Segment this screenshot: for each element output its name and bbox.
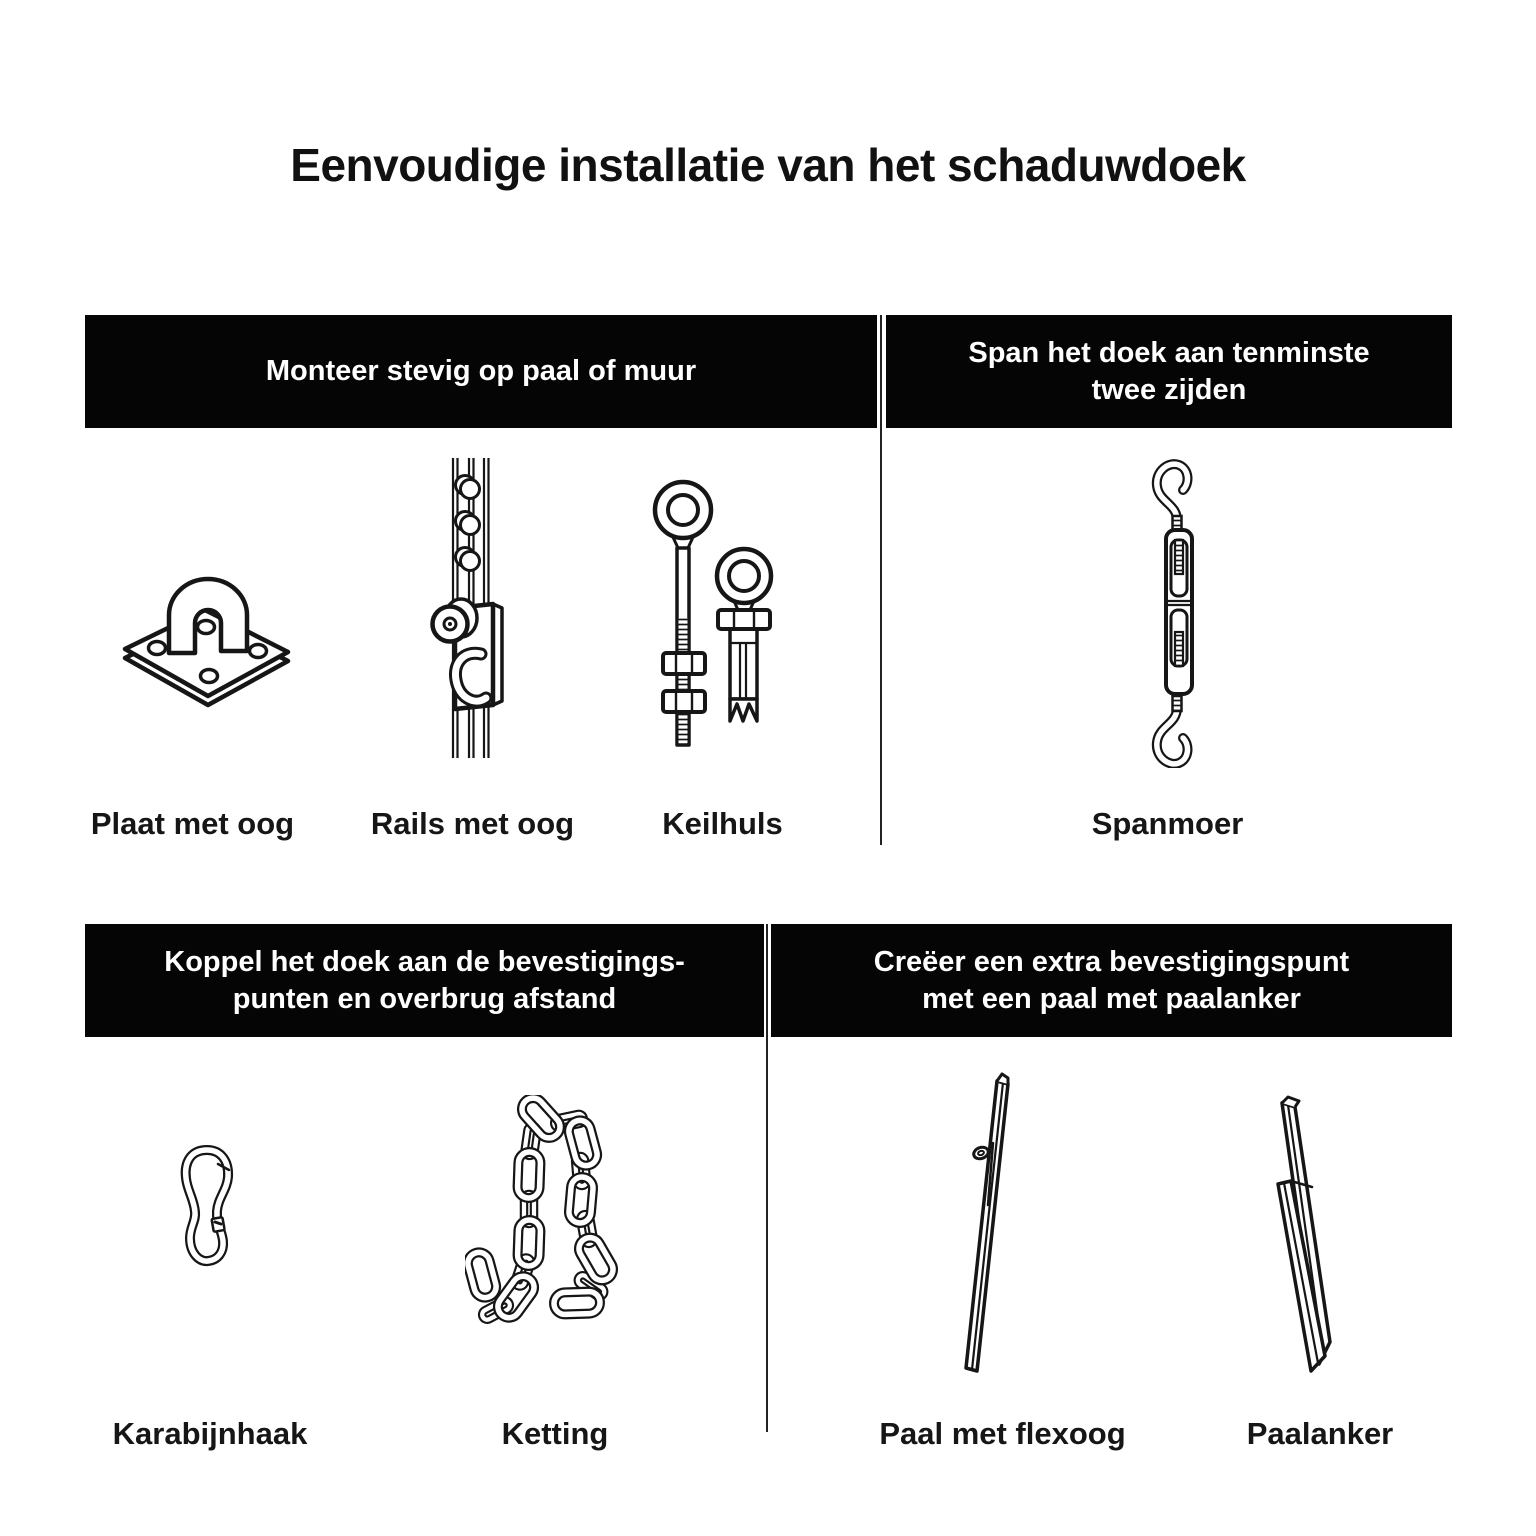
vertical-divider-bottom [766, 924, 768, 1432]
item-label: Keilhuls [662, 806, 783, 841]
section-header-text: Span het doek aan tenminste [968, 336, 1370, 369]
item-label: Paalanker [1246, 1416, 1394, 1451]
pad-eye-plate-icon [105, 535, 305, 710]
item-label: Plaat met oog [90, 806, 295, 841]
section-header-mount [85, 315, 877, 428]
turnbuckle-icon [1145, 458, 1220, 768]
item-label: Paal met flexoog [879, 1416, 1126, 1451]
chain-icon [465, 1095, 635, 1345]
section-header-text: Koppel het doek aan de bevestigings- [164, 945, 685, 978]
item-label: Ketting [501, 1416, 609, 1451]
section-header-connect [85, 924, 764, 1037]
item-label: Rails met oog [370, 806, 575, 841]
section-header-text: punten en overbrug afstand [232, 982, 617, 1015]
section-header-tension [886, 315, 1452, 428]
item-label: Spanmoer [1091, 806, 1244, 841]
pole-with-flex-eye-icon [945, 1065, 1055, 1375]
rail-with-eye-icon [405, 458, 565, 758]
section-header-text: twee zijden [1091, 373, 1247, 406]
item-label: Karabijnhaak [112, 1416, 308, 1451]
section-header-text: met een paal met paalanker [922, 982, 1301, 1015]
ground-anchor-icon [1255, 1090, 1365, 1390]
page-title: Eenvoudige installatie van het schaduwdoek [290, 139, 1246, 191]
section-header-text: Monteer stevig op paal of muur [265, 355, 697, 387]
carabiner-icon [165, 1140, 250, 1290]
section-header-extra-point [771, 924, 1452, 1037]
section-header-text: Creëer een extra bevestigingspunt [873, 945, 1350, 978]
expansion-eye-bolt-icon [628, 462, 808, 762]
vertical-divider-top [880, 315, 882, 845]
